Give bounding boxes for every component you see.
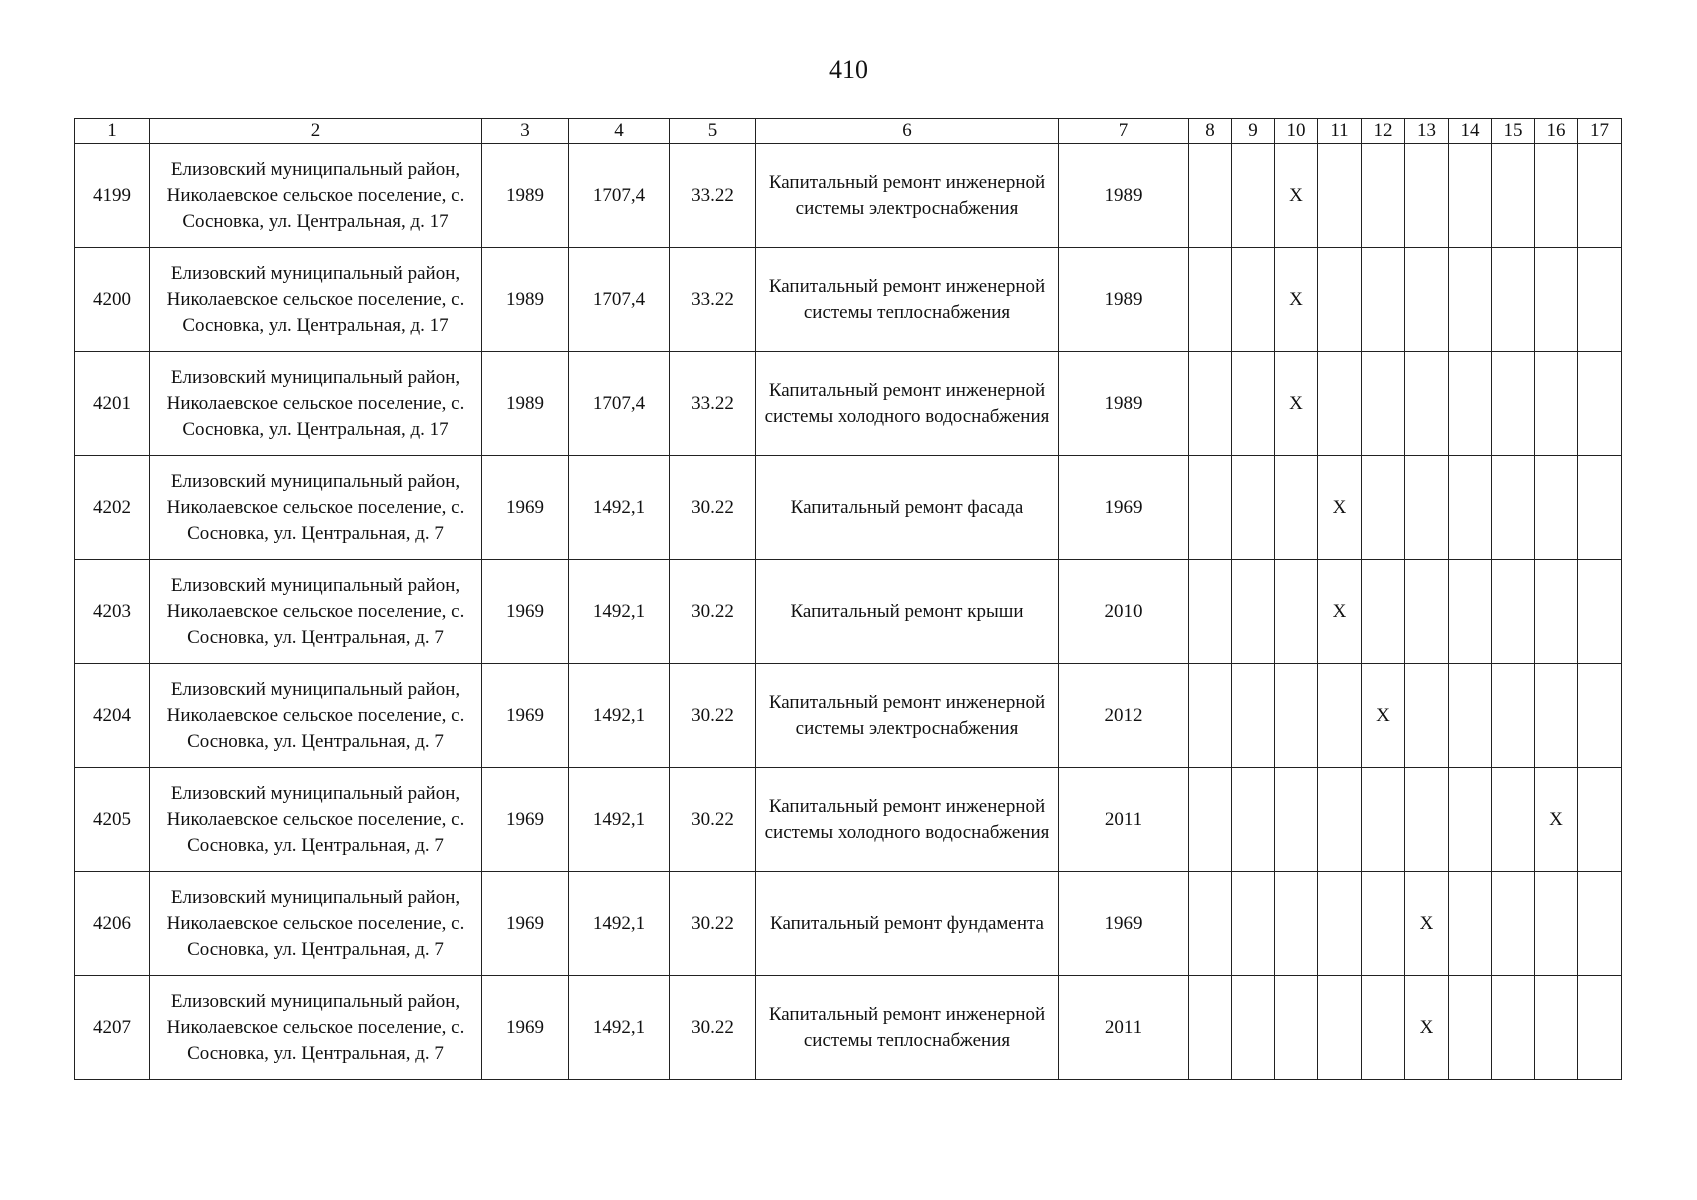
- mark-cell: [1449, 664, 1492, 768]
- area-cell: 1492,1: [569, 768, 670, 872]
- column-header: 4: [569, 119, 670, 144]
- work-type-cell: Капитальный ремонт инженерной системы теплоснабжения: [756, 976, 1059, 1080]
- column-header: 8: [1189, 119, 1232, 144]
- address-cell: Елизовский муниципальный район, Николаевское сельское поселение, с. Сосновка, ул. Центральная, д. 7: [150, 456, 482, 560]
- mark-cell: [1578, 768, 1622, 872]
- column-header: 7: [1059, 119, 1189, 144]
- code-cell: 30.22: [670, 872, 756, 976]
- mark-cell: [1189, 352, 1232, 456]
- code-cell: 33.22: [670, 248, 756, 352]
- mark-cell: [1318, 352, 1362, 456]
- area-cell: 1707,4: [569, 144, 670, 248]
- year-cell: 2012: [1059, 664, 1189, 768]
- column-header: 11: [1318, 119, 1362, 144]
- mark-cell: [1189, 456, 1232, 560]
- mark-cell: [1449, 456, 1492, 560]
- work-type-cell: Капитальный ремонт фасада: [756, 456, 1059, 560]
- area-cell: 1492,1: [569, 664, 670, 768]
- mark-cell: [1449, 352, 1492, 456]
- mark-cell: [1578, 248, 1622, 352]
- mark-cell: [1189, 664, 1232, 768]
- mark-cell: [1232, 352, 1275, 456]
- mark-cell: [1405, 664, 1449, 768]
- year-cell: 1989: [1059, 144, 1189, 248]
- mark-cell: [1492, 456, 1535, 560]
- work-type-cell: Капитальный ремонт инженерной системы холодного водоснабжения: [756, 768, 1059, 872]
- mark-cell: [1275, 768, 1318, 872]
- mark-cell: [1232, 976, 1275, 1080]
- year-built-cell: 1969: [482, 456, 569, 560]
- registry-body: [75, 144, 1622, 1080]
- column-header: 3: [482, 119, 569, 144]
- table-row: [75, 976, 1622, 1080]
- mark-cell: [1405, 560, 1449, 664]
- mark-cell: X: [1535, 768, 1578, 872]
- column-header: 13: [1405, 119, 1449, 144]
- mark-cell: [1362, 872, 1405, 976]
- mark-cell: [1492, 664, 1535, 768]
- mark-cell: X: [1275, 352, 1318, 456]
- mark-cell: [1189, 560, 1232, 664]
- area-cell: 1492,1: [569, 976, 670, 1080]
- record-number: 4206: [75, 872, 150, 976]
- column-header: 2: [150, 119, 482, 144]
- column-number-row: [75, 119, 1622, 144]
- mark-cell: [1405, 144, 1449, 248]
- table-row: [75, 248, 1622, 352]
- mark-cell: [1405, 248, 1449, 352]
- year-cell: 1969: [1059, 872, 1189, 976]
- mark-cell: [1318, 872, 1362, 976]
- mark-cell: [1232, 664, 1275, 768]
- code-cell: 30.22: [670, 664, 756, 768]
- table-row: [75, 560, 1622, 664]
- mark-cell: [1232, 456, 1275, 560]
- address-cell: Елизовский муниципальный район, Николаевское сельское поселение, с. Сосновка, ул. Центральная, д. 7: [150, 976, 482, 1080]
- work-type-cell: Капитальный ремонт инженерной системы электроснабжения: [756, 144, 1059, 248]
- mark-cell: [1232, 768, 1275, 872]
- code-cell: 30.22: [670, 976, 756, 1080]
- mark-cell: [1232, 144, 1275, 248]
- mark-cell: [1492, 872, 1535, 976]
- address-cell: Елизовский муниципальный район, Николаевское сельское поселение, с. Сосновка, ул. Центральная, д. 7: [150, 872, 482, 976]
- mark-cell: [1578, 456, 1622, 560]
- area-cell: 1492,1: [569, 872, 670, 976]
- mark-cell: [1492, 768, 1535, 872]
- mark-cell: [1362, 456, 1405, 560]
- work-type-cell: Капитальный ремонт фундамента: [756, 872, 1059, 976]
- mark-cell: [1405, 456, 1449, 560]
- year-built-cell: 1969: [482, 976, 569, 1080]
- year-built-cell: 1969: [482, 664, 569, 768]
- mark-cell: [1362, 768, 1405, 872]
- mark-cell: X: [1275, 248, 1318, 352]
- mark-cell: [1318, 664, 1362, 768]
- mark-cell: [1189, 248, 1232, 352]
- table-row: [75, 456, 1622, 560]
- year-cell: 1989: [1059, 352, 1189, 456]
- column-header: 12: [1362, 119, 1405, 144]
- mark-cell: [1449, 976, 1492, 1080]
- mark-cell: [1449, 144, 1492, 248]
- mark-cell: X: [1405, 872, 1449, 976]
- table-row: [75, 664, 1622, 768]
- mark-cell: X: [1362, 664, 1405, 768]
- year-cell: 2011: [1059, 976, 1189, 1080]
- mark-cell: [1492, 352, 1535, 456]
- code-cell: 33.22: [670, 352, 756, 456]
- year-built-cell: 1989: [482, 144, 569, 248]
- record-number: 4204: [75, 664, 150, 768]
- year-cell: 1969: [1059, 456, 1189, 560]
- mark-cell: [1492, 248, 1535, 352]
- column-header: 1: [75, 119, 150, 144]
- code-cell: 33.22: [670, 144, 756, 248]
- column-header: 9: [1232, 119, 1275, 144]
- mark-cell: [1275, 976, 1318, 1080]
- mark-cell: [1578, 144, 1622, 248]
- page-number: 410: [829, 55, 868, 84]
- mark-cell: [1362, 560, 1405, 664]
- mark-cell: [1535, 144, 1578, 248]
- mark-cell: [1189, 768, 1232, 872]
- repair-registry-table: [74, 118, 1622, 1080]
- mark-cell: [1362, 248, 1405, 352]
- address-cell: Елизовский муниципальный район, Николаевское сельское поселение, с. Сосновка, ул. Центральная, д. 7: [150, 768, 482, 872]
- column-header: 16: [1535, 119, 1578, 144]
- mark-cell: [1535, 976, 1578, 1080]
- area-cell: 1707,4: [569, 248, 670, 352]
- area-cell: 1707,4: [569, 352, 670, 456]
- mark-cell: [1189, 144, 1232, 248]
- mark-cell: [1535, 352, 1578, 456]
- mark-cell: [1492, 976, 1535, 1080]
- column-header: 5: [670, 119, 756, 144]
- mark-cell: [1578, 352, 1622, 456]
- address-cell: Елизовский муниципальный район, Николаевское сельское поселение, с. Сосновка, ул. Центральная, д. 17: [150, 352, 482, 456]
- year-cell: 2011: [1059, 768, 1189, 872]
- column-header: 10: [1275, 119, 1318, 144]
- year-cell: 1989: [1059, 248, 1189, 352]
- year-built-cell: 1989: [482, 248, 569, 352]
- table-row: [75, 352, 1622, 456]
- mark-cell: X: [1318, 560, 1362, 664]
- mark-cell: [1449, 560, 1492, 664]
- mark-cell: [1492, 144, 1535, 248]
- mark-cell: [1578, 560, 1622, 664]
- mark-cell: [1535, 872, 1578, 976]
- mark-cell: [1232, 560, 1275, 664]
- record-number: 4203: [75, 560, 150, 664]
- mark-cell: [1405, 768, 1449, 872]
- record-number: 4205: [75, 768, 150, 872]
- table-row: [75, 144, 1622, 248]
- column-header: 15: [1492, 119, 1535, 144]
- record-number: 4207: [75, 976, 150, 1080]
- address-cell: Елизовский муниципальный район, Николаевское сельское поселение, с. Сосновка, ул. Центральная, д. 17: [150, 248, 482, 352]
- address-cell: Елизовский муниципальный район, Николаевское сельское поселение, с. Сосновка, ул. Центральная, д. 7: [150, 560, 482, 664]
- mark-cell: [1318, 144, 1362, 248]
- mark-cell: [1449, 872, 1492, 976]
- mark-cell: [1318, 976, 1362, 1080]
- mark-cell: [1492, 560, 1535, 664]
- column-header: 14: [1449, 119, 1492, 144]
- record-number: 4199: [75, 144, 150, 248]
- mark-cell: [1318, 248, 1362, 352]
- address-cell: Елизовский муниципальный район, Николаевское сельское поселение, с. Сосновка, ул. Центральная, д. 7: [150, 664, 482, 768]
- year-built-cell: 1989: [482, 352, 569, 456]
- code-cell: 30.22: [670, 560, 756, 664]
- mark-cell: [1189, 976, 1232, 1080]
- year-built-cell: 1969: [482, 560, 569, 664]
- mark-cell: [1535, 560, 1578, 664]
- mark-cell: [1189, 872, 1232, 976]
- mark-cell: [1275, 872, 1318, 976]
- mark-cell: [1362, 352, 1405, 456]
- mark-cell: [1362, 976, 1405, 1080]
- mark-cell: [1535, 248, 1578, 352]
- mark-cell: X: [1318, 456, 1362, 560]
- mark-cell: [1449, 768, 1492, 872]
- mark-cell: [1578, 664, 1622, 768]
- mark-cell: [1275, 456, 1318, 560]
- mark-cell: [1275, 664, 1318, 768]
- record-number: 4202: [75, 456, 150, 560]
- mark-cell: X: [1405, 976, 1449, 1080]
- mark-cell: [1578, 976, 1622, 1080]
- table-row: [75, 872, 1622, 976]
- mark-cell: X: [1275, 144, 1318, 248]
- mark-cell: [1535, 456, 1578, 560]
- code-cell: 30.22: [670, 768, 756, 872]
- year-built-cell: 1969: [482, 768, 569, 872]
- column-header: 17: [1578, 119, 1622, 144]
- mark-cell: [1232, 248, 1275, 352]
- work-type-cell: Капитальный ремонт инженерной системы холодного водоснабжения: [756, 352, 1059, 456]
- mark-cell: [1405, 352, 1449, 456]
- work-type-cell: Капитальный ремонт инженерной системы электроснабжения: [756, 664, 1059, 768]
- record-number: 4201: [75, 352, 150, 456]
- work-type-cell: Капитальный ремонт крыши: [756, 560, 1059, 664]
- mark-cell: [1578, 872, 1622, 976]
- mark-cell: [1275, 560, 1318, 664]
- mark-cell: [1362, 144, 1405, 248]
- address-cell: Елизовский муниципальный район, Николаевское сельское поселение, с. Сосновка, ул. Центральная, д. 17: [150, 144, 482, 248]
- area-cell: 1492,1: [569, 456, 670, 560]
- code-cell: 30.22: [670, 456, 756, 560]
- year-built-cell: 1969: [482, 872, 569, 976]
- work-type-cell: Капитальный ремонт инженерной системы теплоснабжения: [756, 248, 1059, 352]
- table-row: [75, 768, 1622, 872]
- column-header: 6: [756, 119, 1059, 144]
- mark-cell: [1318, 768, 1362, 872]
- mark-cell: [1535, 664, 1578, 768]
- mark-cell: [1449, 248, 1492, 352]
- area-cell: 1492,1: [569, 560, 670, 664]
- year-cell: 2010: [1059, 560, 1189, 664]
- record-number: 4200: [75, 248, 150, 352]
- mark-cell: [1232, 872, 1275, 976]
